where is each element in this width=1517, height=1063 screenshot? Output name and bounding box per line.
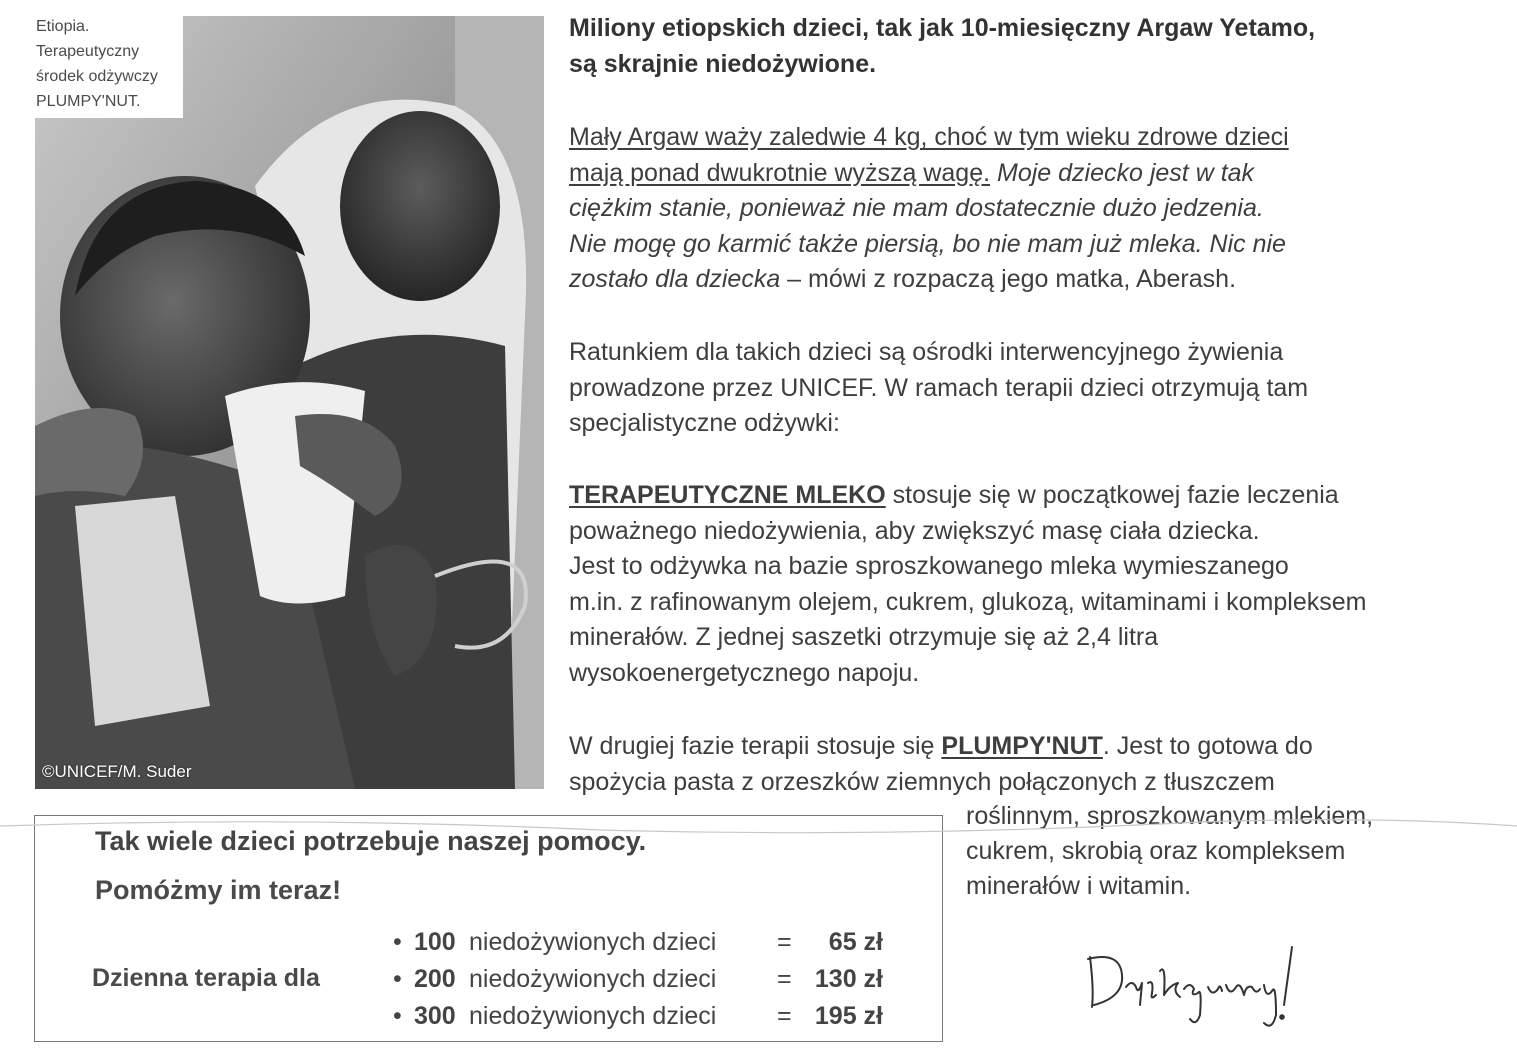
box-subtitle: Pomóżmy im teraz!: [95, 875, 342, 905]
para1-line: Mały Argaw waży zaledwie 4 kg, choć w tym wieku zdrowe dzieci: [569, 123, 1289, 151]
para3-line: [569, 478, 1366, 514]
equals-sign: =: [777, 965, 792, 993]
caption-line: Etiopia.: [36, 18, 90, 35]
photo-illustration: [35, 16, 544, 789]
therapy-cost-row: [393, 962, 893, 999]
therapy-cost-row: [393, 925, 893, 962]
paragraph-argaw: [569, 120, 1289, 298]
headline-block: [569, 10, 1469, 82]
paragraph-plumpynut-continued: [966, 799, 1373, 904]
children-desc: niedożywionych dzieci: [469, 928, 717, 956]
para4-line: minerałów i witamin.: [966, 872, 1192, 900]
therapeutic-milk-term: TERAPEUTYCZNE MLEKO: [569, 481, 886, 509]
caption-line: PLUMPY'NUT.: [36, 93, 141, 110]
bullet: •: [393, 928, 402, 956]
equals-sign: =: [777, 928, 792, 956]
headline-line: są skrajnie niedożywione.: [569, 50, 877, 78]
para1-line: Nie mogę go karmić także piersią, bo nie mam już mleka. Nic nie: [569, 229, 1286, 258]
para1-underlined: mają ponad dwukrotnie wyższą wagę.: [569, 158, 991, 187]
photo-mother-and-child: [35, 16, 544, 789]
para3-line: minerałów. Z jednej saszetki otrzymuje się aż 2,4 litra: [569, 623, 1159, 651]
plumpynut-term: PLUMPY'NUT: [941, 732, 1103, 760]
para3-line: wysokoenergetycznego napoju.: [569, 658, 920, 687]
children-count: 300: [414, 1002, 456, 1030]
signature-thank-you: [1080, 935, 1320, 1035]
para1-attribution: – mówi z rozpaczą jego matka, Aberash.: [780, 265, 1237, 293]
para1-quote: Moje dziecko jest w tak: [990, 158, 1255, 187]
para2-line: specjalistyczne odżywki:: [569, 409, 840, 437]
para3-line: poważnego niedożywienia, aby zwiększyć masę ciała dziecka.: [569, 516, 1260, 545]
children-desc: niedożywionych dzieci: [469, 965, 717, 993]
headline-line: Miliony etiopskich dzieci, tak jak 10-miesięczny Argaw Yetamo,: [569, 14, 1316, 42]
therapy-cost-list: [393, 925, 893, 1036]
therapy-label: Dzienna terapia dla: [92, 964, 320, 992]
paragraph-unicef-centers: [569, 335, 1308, 442]
photo-credit: ©UNICEF/M. Suder: [42, 762, 192, 781]
cost-amount: 65 zł: [828, 928, 883, 956]
para2-line: Ratunkiem dla takich dzieci są ośrodki interwencyjnego żywienia: [569, 338, 1284, 366]
children-count: 200: [414, 965, 456, 993]
caption-line: środek odżywczy: [36, 68, 158, 85]
para3-line: Jest to odżywka na bazie sproszkowanego mleka wymieszanego: [569, 552, 1289, 580]
para4-line: spożycia pasta z orzeszków ziemnych połączonych z tłuszczem: [569, 767, 1275, 796]
para1-line: [569, 156, 1289, 192]
para4-line: roślinnym, sproszkowanym mlekiem,: [966, 802, 1374, 830]
box-title: Tak wiele dzieci potrzebuje naszej pomocy.: [95, 826, 647, 856]
photo-caption: [36, 14, 216, 114]
para1-line: [569, 262, 1289, 298]
para1-quote-end: zostało dla dziecka: [569, 265, 781, 293]
cost-amount: 130 zł: [814, 965, 883, 993]
children-count: 100: [414, 928, 456, 956]
equals-sign: =: [777, 1002, 792, 1030]
para4-line: [569, 729, 1313, 765]
para2-line: prowadzone przez UNICEF. W ramach terapii dzieci otrzymują tam: [569, 373, 1309, 402]
para3-line: m.in. z rafinowanym olejem, cukrem, glukozą, witaminami i kompleksem: [569, 587, 1367, 616]
cost-amount: 195 zł: [814, 1002, 883, 1030]
children-desc: niedożywionych dzieci: [469, 1002, 717, 1030]
paragraph-therapeutic-milk: [569, 478, 1366, 691]
bullet: •: [393, 965, 402, 993]
caption-line: Terapeutyczny: [36, 43, 140, 60]
para1-line: ciężkim stanie, ponieważ nie mam dostatecznie dużo jedzenia.: [569, 194, 1264, 222]
headline: [569, 10, 1469, 82]
para4-text: W drugiej fazie terapii stosuje się: [569, 732, 942, 760]
para4-line: cukrem, skrobią oraz kompleksem: [966, 837, 1346, 865]
para3-text: stosuje się w początkowej fazie leczenia: [885, 481, 1339, 509]
bullet: •: [393, 1002, 402, 1030]
paragraph-plumpynut: [569, 729, 1313, 800]
therapy-cost-row: [393, 999, 893, 1036]
para4-text: . Jest to gotowa do: [1102, 732, 1313, 760]
